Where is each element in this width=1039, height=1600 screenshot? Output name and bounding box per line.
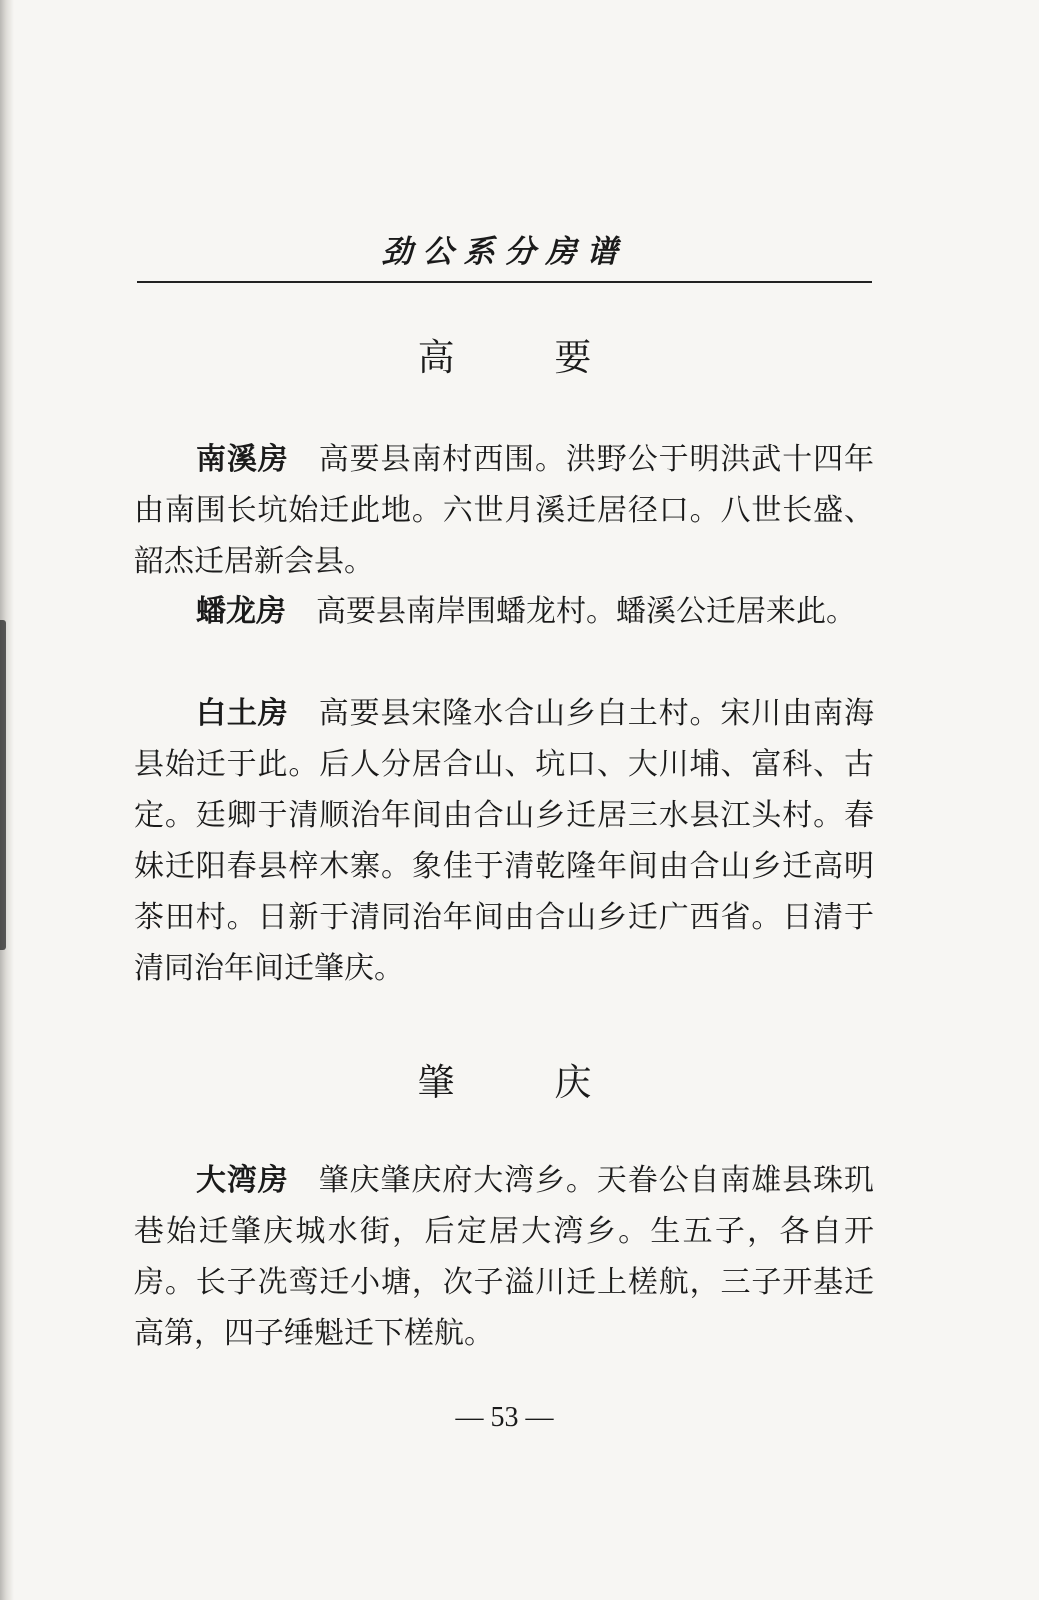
entry-baitu [134, 688, 874, 994]
entry-dawan [134, 1155, 874, 1359]
entry-name: 蟠龙房 [196, 594, 286, 629]
running-header: 劲公系分房谱 [381, 234, 628, 270]
entry-panlong [134, 586, 874, 637]
entry-text: 肇庆肇庆府大湾乡。天眷公自南雄县珠玑巷始迁肇庆城水街，后定居大湾乡。生五子，各自开房。长子冼鸾迁小塘，次子溢川迁上槎航，三子开基迁高第，四子缍魁迁下槎航。 [134, 1163, 875, 1351]
section-title-zhaoqing: 肇 庆 [417, 1061, 636, 1104]
entry-text: 高要县南岸围蟠龙村。蟠溪公迁居来此。 [316, 594, 856, 629]
header-rule [137, 281, 872, 283]
entry-nanxi [134, 434, 874, 587]
binding-mark [0, 620, 6, 950]
entry-name: 南溪房 [196, 442, 289, 477]
entry-name: 白土房 [196, 696, 289, 731]
entry-text: 高要县南村西围。洪野公于明洪武十四年由南围长坑始迁此地。六世月溪迁居径口。八世长盛、韶杰迁居新会县。 [134, 442, 875, 579]
entry-text: 高要县宋隆水合山乡白土村。宋川由南海县始迁于此。后人分居合山、坑口、大川埔、富科、古定。廷卿于清顺治年间由合山乡迁居三水县江头村。春妹迁阳春县梓木寨。象佳于清乾隆年间由合山乡迁高明茶田村。日新于清同治年间由合山乡迁广西省。日清于清同治年间迁肇庆。 [134, 696, 875, 986]
page-number: — 53 — [455, 1402, 554, 1433]
entry-name: 大湾房 [196, 1163, 289, 1198]
section-title-gaoyao: 高 要 [417, 336, 636, 379]
